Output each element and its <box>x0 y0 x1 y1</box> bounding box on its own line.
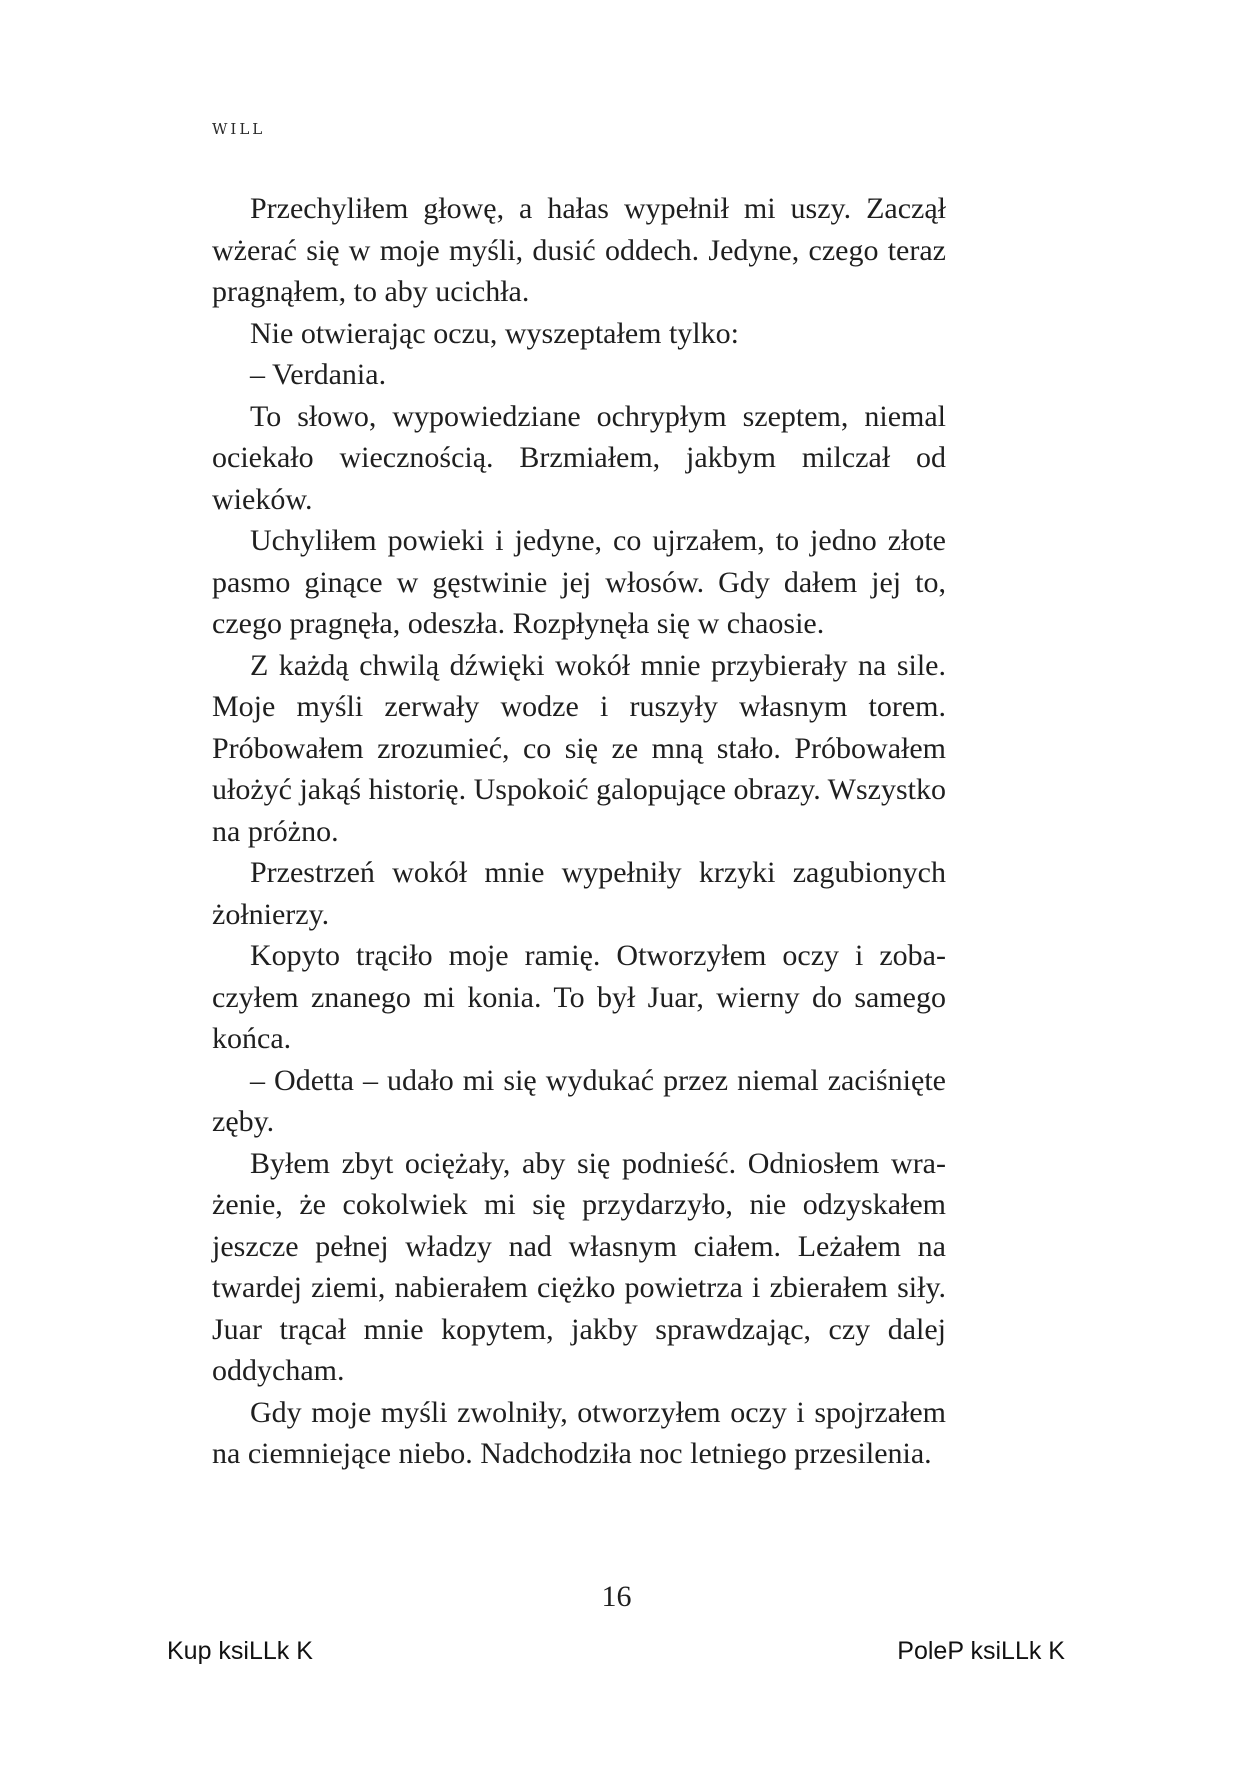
page-number: 16 <box>601 1580 632 1613</box>
paragraph: Uchyliłem powieki i jedyne, co ujrzałem, to jedno złote pasmo ginące w gęstwinie jej włosów. Gdy dałem jej to, czego pragnęła, odeszła. Rozpłynęła się w chaosie. <box>212 524 946 640</box>
paragraph: Z każdą chwilą dźwięki wokół mnie przybierały na sile. Moje myśli zerwały wodze i ruszyły własnym torem. Próbowałem zrozumieć, co się ze mną stało. Próbowałem ułożyć jakąś historię. Uspokoić galopujące obrazy. Wszystko na próżno. <box>212 648 946 848</box>
chapter-text <box>212 188 946 1475</box>
paragraph: Przechyliłem głowę, a hałas wypełnił mi uszy. Zaczął wżerać się w moje myśli, dusić oddech. Jedyne, czego teraz pragnąłem, to aby ucichła. <box>212 192 946 308</box>
paragraph: Byłem zbyt ociężały, aby się podnieść. Odniosłem wrażenie, że cokolwiek mi się przydarzyło, nie odzyskałem jeszcze pełnej władzy nad własnym ciałem. Leżałem na twardej ziemi, nabierałem ciężko powietrza i zbierałem siły. Juar trącał mnie kopytem, jakby sprawdzając, czy dalej oddycham. <box>212 1146 946 1387</box>
paragraph: Gdy moje myśli zwolniły, otworzyłem oczy i spojrzałem na ciemniejące niebo. Nadchodziła noc letniego przesilenia. <box>212 1395 946 1470</box>
paragraph: Przestrzeń wokół mnie wypełniły krzyki zagubionych żołnierzy. <box>212 856 946 931</box>
paragraph: – Odetta – udało mi się wydukać przez niemal zaciśnięte zęby. <box>212 1063 946 1138</box>
paragraph: To słowo, wypowiedziane ochrypłym szeptem, niemal ociekało wiecznością. Brzmiałem, jakbym milczał od wieków. <box>212 399 946 516</box>
buy-book-link[interactable]: Kup ksiLLk K <box>167 1637 313 1665</box>
paragraph: Kopyto trąciło moje ramię. Otworzyłem oczy i zobaczyłem znanego mi konia. To był Juar, wierny do samego końca. <box>212 939 946 1055</box>
running-head: WILL <box>212 120 266 138</box>
recommend-book-link[interactable]: PoleP ksiLLk K <box>897 1637 1065 1665</box>
paragraph: Nie otwierając oczu, wyszeptałem tylko: <box>250 316 739 350</box>
paragraph: – Verdania. <box>250 358 387 391</box>
